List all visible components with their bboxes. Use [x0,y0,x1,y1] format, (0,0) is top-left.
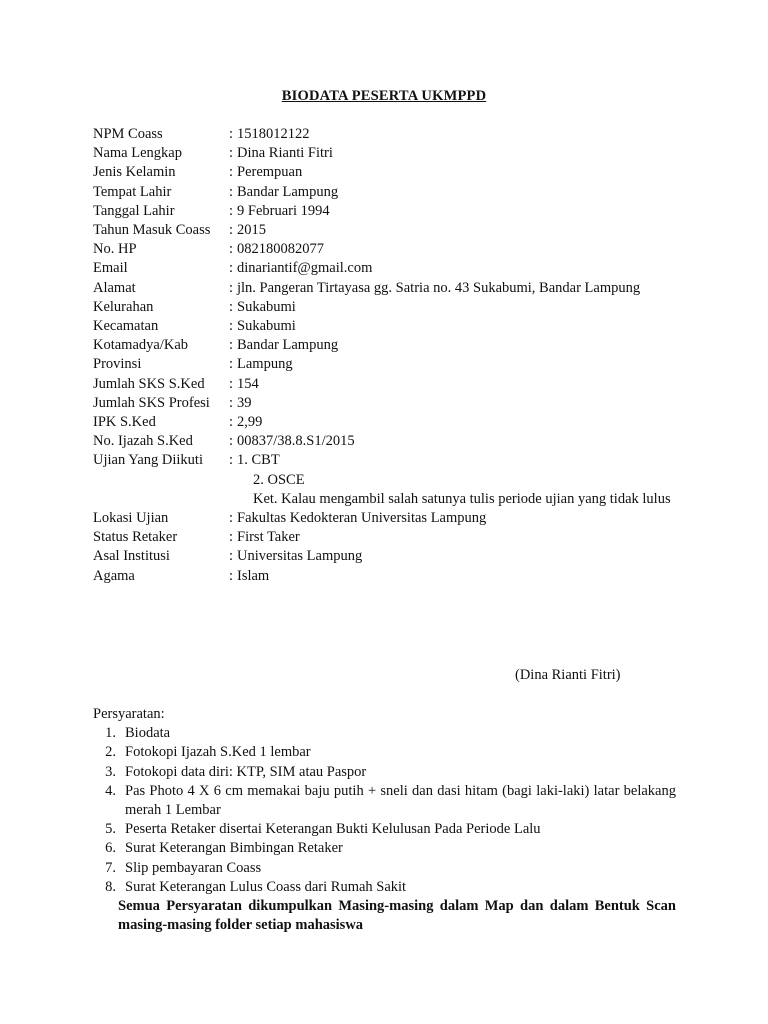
biodata-row [93,355,693,374]
spacer [229,471,237,509]
requirement-number: 7. [105,859,116,876]
requirement-text: Surat Keterangan Bimbingan Retaker [125,840,343,857]
requirement-item [93,763,676,782]
spacer [93,471,229,509]
requirements-note: Semua Persyaratan dikumpulkan Masing-masing dalam Map dan dalam Bentuk Scan masing-masing folder setiap mahasiswa [118,898,676,934]
requirement-number: 1. [105,725,116,742]
requirement-item [93,839,676,858]
ujian-item-osce: 2. OSCE [253,471,305,488]
field-value: Universitas Lampung [237,548,363,565]
field-label: No. HP [93,241,137,258]
biodata-row [93,317,693,336]
biodata-row [93,394,693,413]
field-value: Sukabumi [237,298,296,315]
field-value: First Taker [237,529,300,546]
requirement-number: 6. [105,840,116,857]
field-colon: : [229,279,234,296]
requirements-title: Persyaratan: [93,706,165,722]
field-label: Lokasi Ujian [93,510,169,527]
biodata-row [93,509,693,528]
field-label: Ujian Yang Diikuti [93,452,203,469]
field-colon: : [229,222,234,239]
requirement-number: 8. [105,878,116,895]
field-label: IPK S.Ked [93,414,156,431]
biodata-row [93,279,693,298]
field-value: dinariantif@gmail.com [237,260,373,277]
field-label: Kotamadya/Kab [93,337,189,354]
biodata-section [93,125,693,586]
requirement-text: Slip pembayaran Coass [125,859,262,876]
biodata-row [93,202,693,221]
field-label: Jumlah SKS Profesi [93,394,210,411]
field-colon: : [229,145,234,162]
biodata-row [93,125,693,144]
field-colon: : [229,298,234,315]
field-value: 154 [237,375,259,392]
biodata-row [93,240,693,259]
requirement-item [93,782,676,820]
field-label: No. Ijazah S.Ked [93,433,193,450]
field-colon: : [229,394,234,411]
field-value: 9 Februari 1994 [237,202,330,219]
ujian-item-cbt: 1. CBT [237,452,280,469]
requirement-number: 3. [105,763,116,780]
requirement-text: Pas Photo 4 X 6 cm memakai baju putih + sneli dan dasi hitam (bagi laki-laki) latar belakang merah 1 Lembar [125,782,676,819]
field-value: Lampung [237,356,293,373]
field-value: 39 [237,394,252,411]
field-label: Jumlah SKS S.Ked [93,375,205,392]
biodata-row [93,221,693,240]
field-colon: : [229,452,234,469]
field-value: 2,99 [237,414,263,431]
requirement-text: Peserta Retaker disertai Keterangan Bukti Kelulusan Pada Periode Lalu [125,821,541,838]
requirement-item [93,878,676,897]
requirement-item [93,743,676,762]
requirements-list [93,724,676,897]
field-colon: : [229,510,234,527]
biodata-row [93,432,693,451]
biodata-row [93,528,693,547]
field-colon: : [229,241,234,258]
field-colon: : [229,356,234,373]
field-label: Provinsi [93,356,142,373]
biodata-row [93,413,693,432]
requirement-number: 4. [105,782,116,799]
field-label: Asal Institusi [93,548,170,565]
requirement-item [93,820,676,839]
field-colon: : [229,337,234,354]
requirements-section [93,705,676,935]
biodata-row [93,183,693,202]
field-label: Kelurahan [93,298,154,315]
field-colon: : [229,202,234,219]
field-label: Tempat Lahir [93,183,172,200]
field-colon: : [229,433,234,450]
field-label: Alamat [93,279,136,296]
field-value: jln. Pangeran Tirtayasa gg. Satria no. 43 Sukabumi, Bandar Lampung [237,279,641,296]
ujian-extra [237,471,703,509]
field-value: Sukabumi [237,318,296,335]
field-label: Kecamatan [93,318,159,335]
biodata-row [93,298,693,317]
requirement-item [93,724,676,743]
field-label: NPM Coass [93,126,163,142]
requirement-number: 2. [105,744,116,761]
biodata-row [93,144,693,163]
field-colon: : [229,414,234,431]
field-label: Tanggal Lahir [93,202,175,219]
field-label: Jenis Kelamin [93,164,176,181]
field-label: Status Retaker [93,529,178,546]
field-label: Email [93,260,128,277]
field-value: Bandar Lampung [237,337,339,354]
ujian-continuation [93,471,693,509]
field-value: Dina Rianti Fitri [237,145,333,162]
requirement-number: 5. [105,821,116,838]
field-value: Perempuan [237,164,303,181]
field-value [237,451,693,470]
signature-name: (Dina Rianti Fitri) [515,667,621,683]
field-colon: : [229,164,234,181]
ujian-note: Ket. Kalau mengambil salah satunya tulis periode ujian yang tidak lulus [253,490,671,507]
field-colon: : [229,567,234,584]
field-value: Fakultas Kedokteran Universitas Lampung [237,510,487,527]
field-colon: : [229,260,234,277]
biodata-row [93,567,693,586]
requirement-text: Biodata [125,725,171,742]
biodata-row [93,163,693,182]
field-value: Islam [237,567,270,584]
biodata-row [93,336,693,355]
requirement-text: Fotokopi data diri: KTP, SIM atau Paspor [125,763,367,780]
field-value: 2015 [237,222,266,239]
biodata-row [93,259,693,278]
field-label: Nama Lengkap [93,145,182,162]
requirement-text: Fotokopi Ijazah S.Ked 1 lembar [125,744,311,761]
field-colon: : [229,318,234,335]
field-value: 00837/38.8.S1/2015 [237,433,355,450]
field-colon: : [229,126,234,142]
field-colon: : [229,548,234,565]
field-label: Tahun Masuk Coass [93,222,211,239]
field-label: Agama [93,567,135,584]
field-colon: : [229,529,234,546]
field-value: 1518012122 [237,126,310,142]
field-value: Bandar Lampung [237,183,339,200]
field-colon: : [229,375,234,392]
requirement-text: Surat Keterangan Lulus Coass dari Rumah Sakit [125,878,407,895]
biodata-row [93,375,693,394]
field-colon: : [229,183,234,200]
biodata-row [93,547,693,566]
field-value: 082180082077 [237,241,324,258]
document-title: BIODATA PESERTA UKMPPD [281,88,487,104]
biodata-row-ujian [93,451,693,470]
requirement-item [93,859,676,878]
